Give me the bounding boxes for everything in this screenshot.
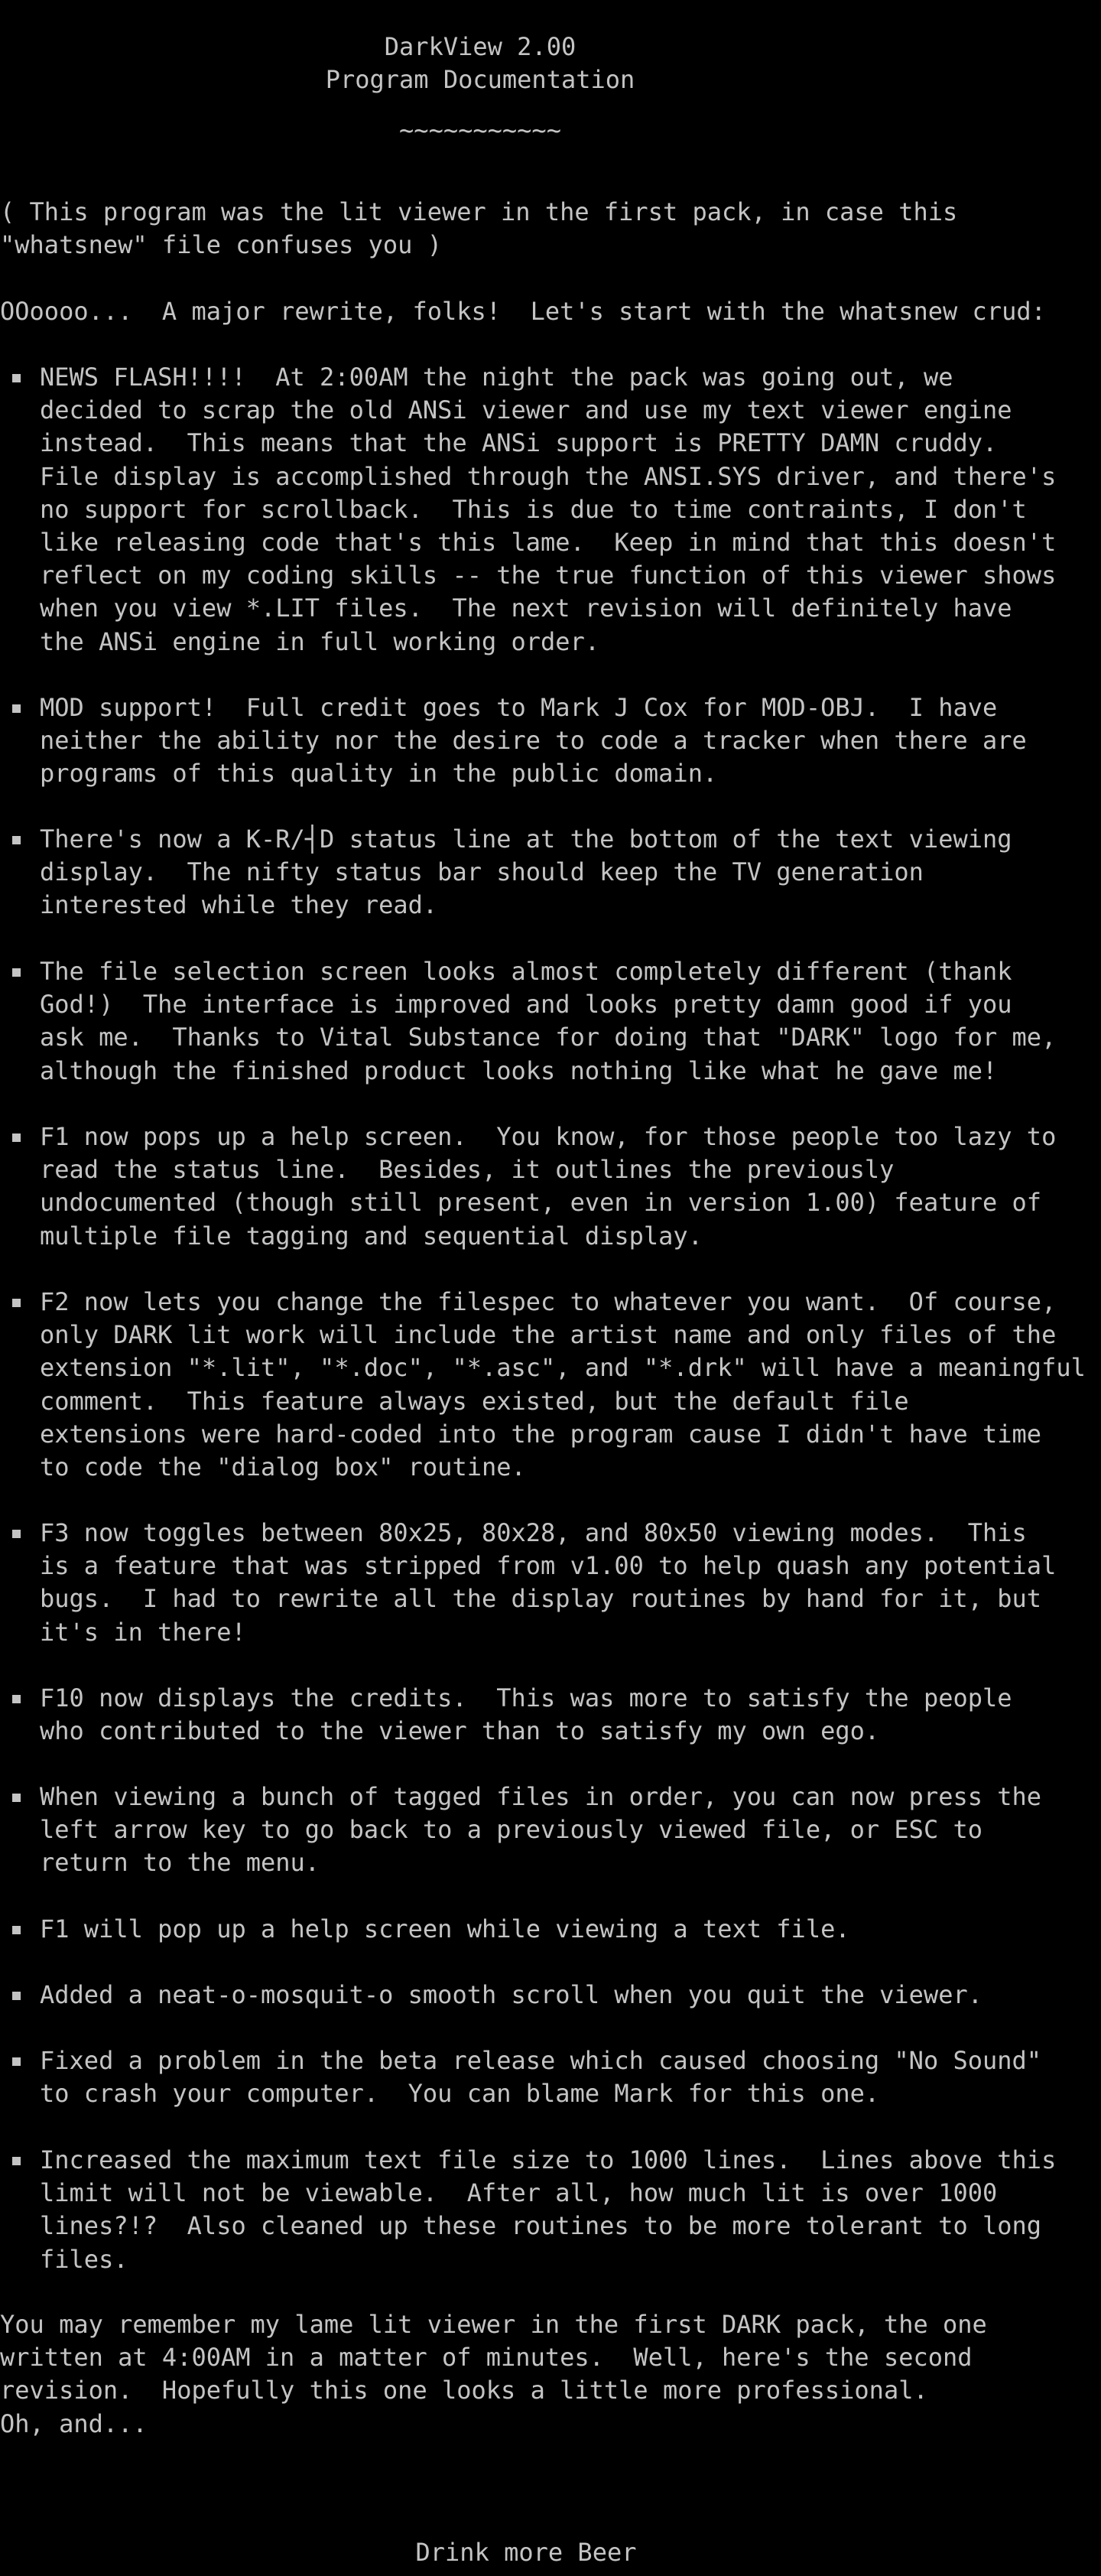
footer-sign-off: Drink more Beer [415,2538,637,2567]
bullet-square-icon [12,968,21,977]
list-item-text: The file selection screen looks almost completely different (thank God!) The interface is improved and looks pretty damn good if you ask me. Thanks to Vital Substance for doing that "DARK" logo for me, although the finished product looks nothing like what he gave me! [40,957,1057,1085]
list-item-text: Fixed a problem in the beta release which caused choosing "No Sound" to crash your computer. You can blame Mark for this one. [40,2046,1042,2109]
bullet-square-icon [12,374,21,382]
lead-line: OOoooo... A major rewrite, folks! Let's start with the whatsnew crud: [0,297,1046,326]
list-item-text: When viewing a bunch of tagged files in order, you can now press the left arrow key to go back to a previously viewed file, or ESC to return to the menu. [40,1782,1042,1878]
list-item-text: NEWS FLASH!!!! At 2:00AM the night the pack was going out, we decided to scrap the old ANSi viewer and use my text viewer engine instead. This means that the ANSi support is PRETTY DAMN cruddy. File display is accomplished through the ANSI.SYS driver, and there's no support for scrollback. This is due to time contraints, I don't like releasing code that's this lame. Keep in mind that this doesn't reflect on my coding skills -- the true function of this viewer shows when you view *.LIT files. The next revision will definitely have the ANSi engine in full working order. [40,363,1057,656]
bullet-square-icon [12,2157,21,2165]
bullet-square-icon [12,704,21,713]
list-item-text: F1 now pops up a help screen. You know, for those people too lazy to read the status line. Besides, it outlines the previously undocumented (though still present, even in version 1.00) feature of multiple file tagging and sequential display. [40,1122,1057,1251]
list-item-text: There's now a K-R/┤D status line at the bottom of the text viewing display. The nifty status bar should keep the TV generation interested while they read. [40,825,1012,920]
closing-paragraph: You may remember my lame lit viewer in the first DARK pack, the one written at 4:00AM in a matter of minutes. Well, here's the second revision. Hopefully this one looks a little more professional. [0,2310,987,2405]
intro-note: ( This program was the lit viewer in the first pack, in case this "whatsnew" file confuses you ) [0,197,958,260]
doc-title: DarkView 2.00 [384,32,576,61]
list-item-text: F1 will pop up a help screen while viewing a text file. [40,1914,850,1943]
bullet-square-icon [12,1794,21,1802]
bullet-square-icon [12,1134,21,1142]
list-item-text: F2 now lets you change the filespec to whatever you want. Of course, only DARK lit work will include the artist name and only files of the extension "*.lit", "*.doc", "*.asc", and "*.drk" will have a meaningful comment. This feature always existed, but the default file extensions were hard-coded into the program cause I didn't have time to code the "dialog box" routine. [40,1287,1086,1482]
bullet-square-icon [12,1992,21,2000]
bullet-square-icon [12,2057,21,2066]
list-item-text: Added a neat-o-mosquit-o smooth scroll when you quit the viewer. [40,1980,982,2009]
bullet-square-icon [12,836,21,844]
doc-subtitle: Program Documentation [325,65,635,94]
oh-and-line: Oh, and... [0,2409,148,2438]
bullet-square-icon [12,1530,21,1538]
list-item-text: F10 now displays the credits. This was more to satisfy the people who contributed to the viewer than to satisfy my own ego. [40,1683,1012,1746]
bullet-square-icon [12,1299,21,1307]
tilde-rule: ~~~~~~~~~~~ [399,115,561,145]
bullet-square-icon [12,1695,21,1703]
list-item-text: MOD support! Full credit goes to Mark J Cox for MOD-OBJ. I have neither the ability nor the desire to code a tracker when there are programs of this quality in the public domain. [40,693,1027,789]
bullet-square-icon [12,1926,21,1934]
list-item-text: Increased the maximum text file size to 1000 lines. Lines above this limit will not be viewable. After all, how much lit is over 1000 lines?!? Also cleaned up these routines to be more tolerant to long files. [40,2145,1057,2274]
list-item-text: F3 now toggles between 80x25, 80x28, and 80x50 viewing modes. This is a feature that was stripped from v1.00 to help quash any potential bugs. I had to rewrite all the display routines by hand for it, but it's in there! [40,1518,1057,1647]
